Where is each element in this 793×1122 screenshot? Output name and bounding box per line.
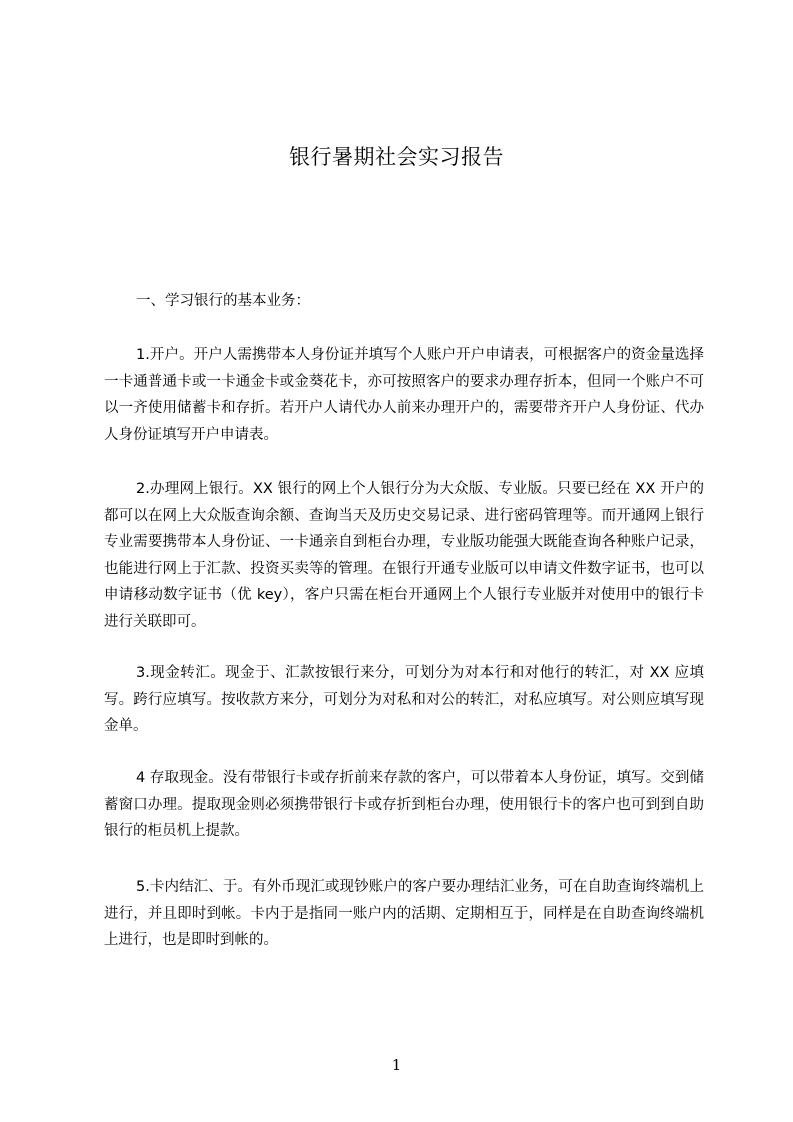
paragraph-cash-transfer: 3.现金转汇。现金于、汇款按银行来分，可划分为对本行和对他行的转汇，对 XX 应填写。跨行应填写。按收款方来分，可划分为对私和对公的转汇，对私应填写。对公则应填写现金单。 bbox=[104, 665, 704, 734]
section-heading: 一、学习银行的基本业务： bbox=[136, 293, 310, 309]
paragraph-currency-exchange: 5.卡内结汇、于。有外币现汇或现钞账户的客户要办理结汇业务，可在自助查询终端机上进行，并且即时到帐。卡内于是指同一账户内的活期、定期相互于，同样是在自助查询终端机上进行，也是即时到帐的。 bbox=[104, 879, 704, 948]
paragraph-deposit-withdrawal: 4 存取现金。没有带银行卡或存折前来存款的客户，可以带着本人身份证，填写。交到储蓄窗口办理。提取现金则必须携带银行卡或存折到柜台办理，使用银行卡的客户也可到到自助银行的柜员机上提款。 bbox=[104, 770, 704, 839]
paragraph-online-banking: 2.办理网上银行。XX 银行的网上个人银行分为大众版、专业版。只要已经在 XX 开户的都可以在网上大众版查询余额、查询当天及历史交易记录、进行密码管理等。而开通网上银行专业需要携带本人身份证、一卡通亲自到柜台办理，专业版功能强大既能查询各种账户记录，也能进行网上于汇款、投资买卖等的管理。在银行开通专业版可以申请文件数字证书，也可以申请移动数字证书（优 key），客户只需在柜台开通网上个人银行专业版并对使用中的银行卡进行关联即可。 bbox=[104, 481, 704, 630]
page-number: 1 bbox=[391, 1056, 402, 1074]
document-title: 银行暑期社会实习报告 bbox=[289, 145, 504, 169]
paragraph-account-opening: 1.开户。开户人需携带本人身份证并填写个人账户开户申请表，可根据客户的资金量选择一卡通普通卡或一卡通金卡或金葵花卡，亦可按照客户的要求办理存折本，但同一个账户不可以一齐使用储蓄卡和存折。若开户人请代办人前来办理开户的，需要带齐开户人身份证、代办人身份证填写开户申请表。 bbox=[104, 347, 704, 443]
